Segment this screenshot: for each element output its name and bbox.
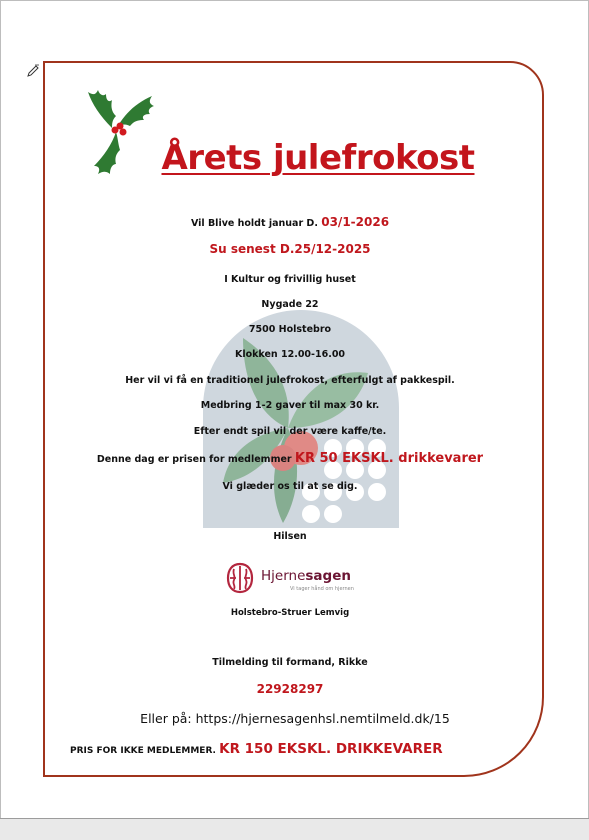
program-line: Her vil vi få en traditionel julefrokost, efterfulgt af pakkespil. xyxy=(125,375,455,386)
nonmember-price-line xyxy=(70,741,443,757)
signup-line: Tilmelding til formand, Rikke xyxy=(212,657,368,668)
brain-logo-icon xyxy=(226,562,254,594)
logo-tagline: Vi tager hånd om hjernen xyxy=(290,586,354,592)
deadline: Su senest D.25/12-2025 xyxy=(209,242,371,256)
page-title: Årets julefrokost xyxy=(161,138,475,178)
held-date-line xyxy=(40,215,540,229)
held-date: 03/1-2026 xyxy=(321,215,390,229)
coffee-line: Efter endt spil vil der være kaffe/te. xyxy=(193,426,387,437)
phone-line xyxy=(40,682,540,696)
city-line: 7500 Holstebro xyxy=(248,324,332,335)
street-line: Nygade 22 xyxy=(261,299,319,310)
looking-forward-line: Vi glæder os til at se dig. xyxy=(222,481,358,492)
member-price-line xyxy=(40,451,540,466)
venue-line: I Kultur og frivillig huset xyxy=(224,274,356,285)
time-line: Klokken 12.00-16.00 xyxy=(234,349,346,360)
phone-number: 22928297 xyxy=(256,682,324,696)
member-price: KR 50 EKSKL. drikkevarer xyxy=(294,451,484,466)
logo-wordmark-part1: Hjerne xyxy=(261,568,306,584)
held-date-prefix: Vil Blive holdt januar D. xyxy=(190,218,322,229)
logo-wordmark xyxy=(261,568,351,584)
url-line: Eller på: https://hjernesagenhsl.nemtilmeld.dk/15 xyxy=(140,711,450,726)
branch-line: Holstebro-Struer Lemvig xyxy=(230,608,350,618)
logo-wordmark-part2: sagen xyxy=(305,568,351,584)
member-price-prefix: Denne dag er prisen for medlemmer xyxy=(96,454,295,465)
nonmember-price: KR 150 EKSKL. DRIKKEVARER xyxy=(219,741,443,757)
deadline-line xyxy=(40,242,540,256)
greeting-line: Hilsen xyxy=(273,531,307,542)
gifts-line: Medbring 1-2 gaver til max 30 kr. xyxy=(200,400,380,411)
nonmember-price-prefix: PRIS FOR IKKE MEDLEMMER. xyxy=(70,746,220,756)
pen-icon[interactable] xyxy=(26,64,40,78)
hjernesagen-logo xyxy=(226,560,386,600)
page-bottom-bar xyxy=(0,818,589,840)
